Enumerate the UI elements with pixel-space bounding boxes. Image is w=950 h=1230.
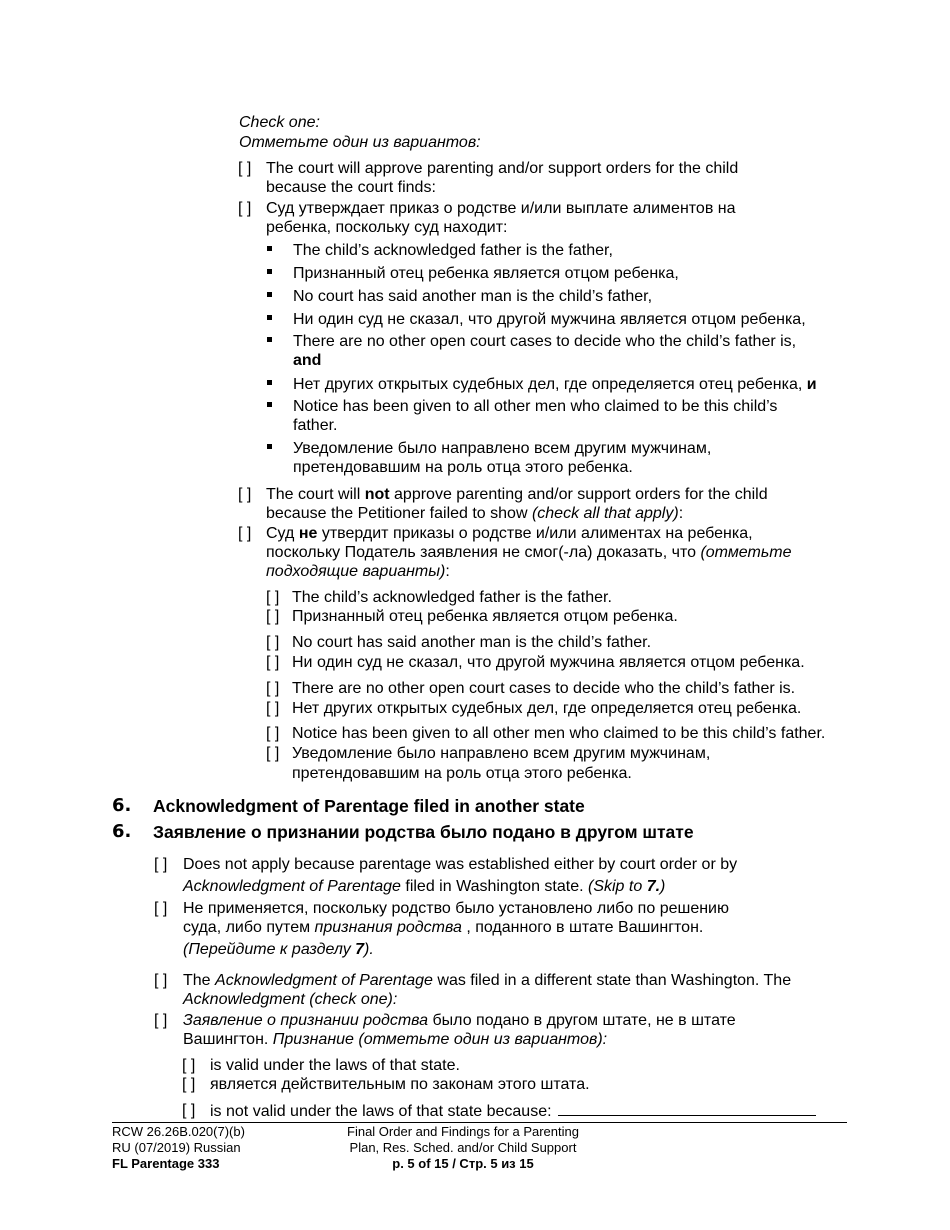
section-title-en: Acknowledgment of Parentage filed in another state (153, 796, 585, 816)
text-part: поскольку Податель заявления не смог(-ла) доказать, что (266, 544, 696, 561)
section-title-ru: Заявление о признании родства было подано в другом штате (153, 822, 694, 842)
footer-title-line-1: Final Order and Findings for a Parenting (347, 1124, 579, 1139)
text-part: утвердит приказы о родстве и/или алиментах на ребенка, (321, 525, 753, 542)
section-number: 6. (112, 795, 132, 816)
not-approve-ru-checkbox[interactable]: [ ] (238, 525, 252, 542)
na-en-line-2 (183, 877, 665, 897)
bullet-text: Ни один суд не сказал, что другой мужчина является отцом ребенка, (293, 311, 806, 328)
bullet-text (293, 375, 817, 395)
valid-ru-text: является действительным по законам этого штата. (210, 1076, 590, 1093)
text-part: ). (364, 941, 374, 958)
bullet-text: Уведомление было направлено всем другим мужчинам, (293, 440, 712, 457)
item-checkbox[interactable]: [ ] (266, 745, 280, 762)
bullet-icon (267, 444, 272, 449)
not-approve-ru-line-3 (266, 562, 450, 582)
text-part: было подано в другом штате, не в штате (432, 1012, 736, 1029)
approve-en-line-2: because the court finds: (266, 179, 436, 196)
text-part: , поданного в штате Вашингтон. (466, 919, 704, 936)
not-approve-en-line-1 (266, 485, 768, 505)
valid-en-checkbox[interactable]: [ ] (182, 1057, 196, 1074)
item-text: The child’s acknowledged father is the father. (292, 589, 612, 606)
na-en-checkbox[interactable]: [ ] (154, 856, 168, 873)
item-checkbox[interactable]: [ ] (266, 700, 280, 717)
text-part: ) (660, 878, 666, 895)
text-part: filed in Washington state. (405, 878, 584, 895)
check-one-en: Check one: (239, 114, 320, 131)
skip-note (588, 878, 665, 895)
text-part-italic: (отметьте (700, 544, 792, 561)
text-part: The (183, 972, 211, 989)
bullet-icon (267, 380, 272, 385)
item-text: Ни один суд не сказал, что другой мужчина является отцом ребенка. (292, 654, 805, 671)
na-ru-line-3 (183, 940, 374, 960)
bullet-icon (267, 246, 272, 251)
text-part-italic: Заявление о признании родства (183, 1012, 429, 1029)
check-all-note: (check all that apply) (531, 505, 679, 522)
item-text: Нет других открытых судебных дел, где определяется отец ребенка. (292, 700, 802, 717)
approve-ru-checkbox[interactable]: [ ] (238, 200, 252, 217)
bullet-text: Признанный отец ребенка является отцом ребенка, (293, 265, 679, 282)
diff-ru-checkbox[interactable]: [ ] (154, 1012, 168, 1029)
bullet-text: father. (293, 417, 338, 434)
item-text: Notice has been given to all other men who claimed to be this child’s father. (292, 725, 826, 742)
na-en-line-1: Does not apply because parentage was established either by court order or by (183, 856, 738, 873)
bullet-text: претендовавшим на роль отца этого ребенка. (293, 459, 633, 476)
na-ru-checkbox[interactable]: [ ] (154, 900, 168, 917)
text-part: The court will (266, 486, 361, 503)
colon: : (678, 505, 684, 522)
text-part: (Skip to (588, 878, 643, 895)
bullet-text: There are no other open court cases to decide who the child’s father is, (293, 333, 797, 350)
text-part-italic: Признание (отметьте один из вариантов): (272, 1031, 608, 1048)
item-text: Уведомление было направлено всем другим мужчинам, (292, 745, 711, 762)
bullet-icon (267, 269, 272, 274)
bullet-text: Notice has been given to all other men who claimed to be this child’s (293, 398, 778, 415)
check-one-ru: Отметьте один из вариантов: (239, 134, 481, 151)
text-part: суда, либо путем (183, 919, 311, 936)
item-checkbox[interactable]: [ ] (266, 589, 280, 606)
text-part: (Перейдите к разделу (183, 941, 351, 958)
text-part: Суд (266, 525, 295, 542)
bullet-text: No court has said another man is the child’s father, (293, 288, 653, 305)
footer-rcw: RCW 26.26B.020(7)(b) (112, 1124, 245, 1139)
not-emphasis: not (364, 486, 390, 503)
bullet-icon (267, 337, 272, 342)
item-checkbox[interactable]: [ ] (266, 680, 280, 697)
diff-en-line-1 (183, 971, 791, 991)
footer-divider (112, 1122, 847, 1123)
item-checkbox[interactable]: [ ] (266, 654, 280, 671)
approve-en-checkbox[interactable]: [ ] (238, 160, 252, 177)
item-checkbox[interactable]: [ ] (266, 608, 280, 625)
diff-en-checkbox[interactable]: [ ] (154, 972, 168, 989)
valid-ru-checkbox[interactable]: [ ] (182, 1076, 196, 1093)
item-checkbox[interactable]: [ ] (266, 725, 280, 742)
diff-en-line-2: Acknowledgment (check one): (183, 991, 398, 1008)
footer-form-id: FL Parentage 333 (112, 1156, 220, 1171)
ne-emphasis: не (298, 525, 318, 542)
reason-input-line[interactable] (558, 1101, 816, 1116)
invalid-en-text (210, 1101, 816, 1122)
bullet-icon (267, 402, 272, 407)
section-ref: 7 (355, 941, 365, 958)
not-approve-ru-line-2 (266, 543, 791, 563)
item-text: Признанный отец ребенка является отцом ребенка. (292, 608, 678, 625)
bullet-text-part: Нет других открытых судебных дел, где определяется отец ребенка, (293, 376, 803, 393)
bullet-text: The child’s acknowledged father is the father, (293, 242, 613, 259)
item-checkbox[interactable]: [ ] (266, 634, 280, 651)
invalid-en-checkbox[interactable]: [ ] (182, 1102, 196, 1119)
footer-title-line-2: Plan, Res. Sched. and/or Child Support (349, 1140, 577, 1155)
colon: : (445, 563, 450, 580)
item-text: претендовавшим на роль отца этого ребенка. (292, 765, 632, 782)
item-text: No court has said another man is the child’s father. (292, 634, 652, 651)
bullet-icon (267, 292, 272, 297)
footer-page-number: p. 5 of 15 / Стр. 5 из 15 (392, 1156, 534, 1171)
text-part-italic: Acknowledgment of Parentage (215, 972, 433, 989)
text-part: Вашингтон. (183, 1031, 269, 1048)
na-ru-line-2 (183, 918, 703, 938)
section-number: 6. (112, 821, 132, 842)
not-approve-en-line-2 (266, 504, 683, 524)
approve-en-line-1: The court will approve parenting and/or support orders for the child (266, 160, 739, 177)
approve-ru-line-1: Суд утверждает приказ о родстве и/или выплате алиментов на (266, 200, 736, 217)
valid-en-text: is valid under the laws of that state. (210, 1057, 460, 1074)
text-part: because the Petitioner failed to show (266, 505, 528, 522)
not-approve-ru-line-1 (266, 524, 753, 544)
text-part: was filed in a different state than Washington. The (437, 972, 792, 989)
na-ru-line-1: Не применяется, поскольку родство было установлено либо по решению (183, 900, 729, 917)
text-part-italic: подходящие варианты) (266, 563, 446, 580)
text-part: approve parenting and/or support orders for the child (394, 486, 768, 503)
text-part-italic: Acknowledgment of Parentage (183, 878, 401, 895)
bullet-icon (267, 315, 272, 320)
approve-ru-line-2: ребенка, поскольку суд находит: (266, 219, 508, 236)
text-part-italic: признания родства (314, 919, 462, 936)
text-part: is not valid under the laws of that state because: (210, 1103, 552, 1120)
footer-ru-code: RU (07/2019) Russian (112, 1140, 241, 1155)
diff-ru-line-1 (183, 1011, 736, 1031)
section-ref: 7. (646, 878, 661, 895)
item-text: There are no other open court cases to decide who the child’s father is. (292, 680, 796, 697)
diff-ru-line-2 (183, 1030, 607, 1050)
bullet-text-and: and (293, 352, 322, 369)
not-approve-en-checkbox[interactable]: [ ] (238, 486, 252, 503)
bullet-text-and-ru: и (806, 376, 817, 393)
